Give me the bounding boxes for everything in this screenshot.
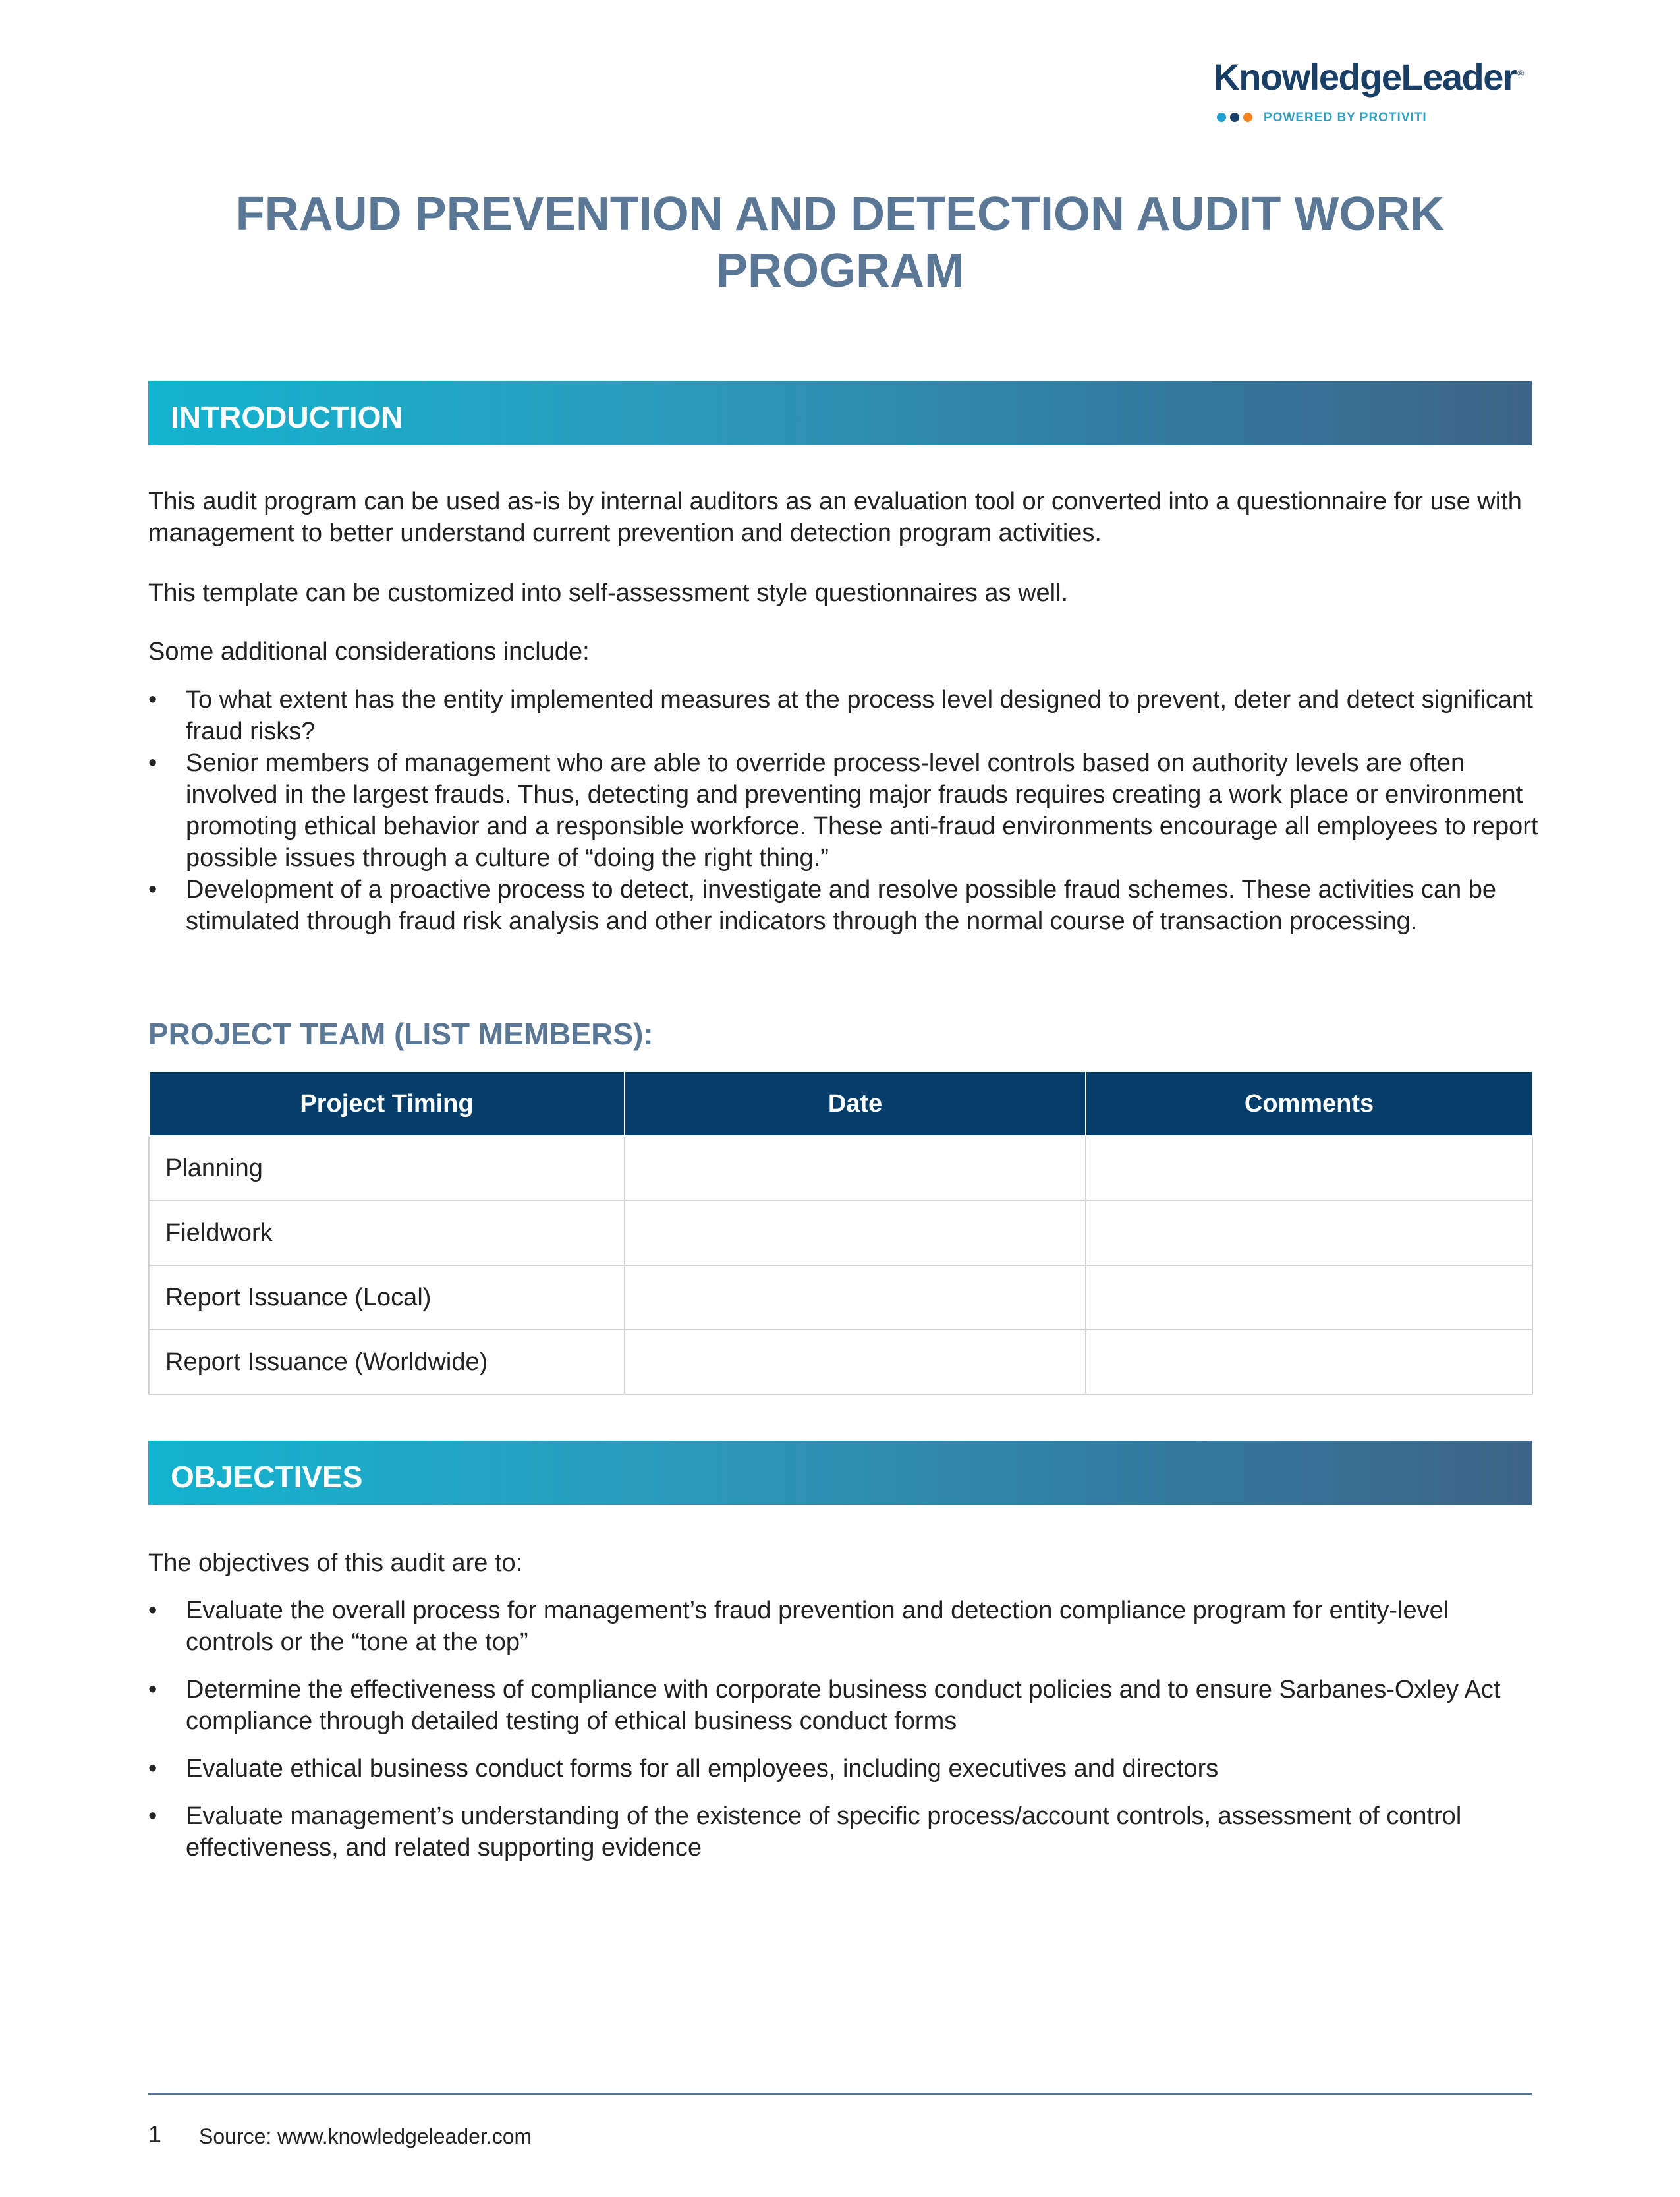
bullet-icon: • [148,1755,157,1783]
logo-dot-navy [1230,113,1239,122]
introduction-section-bar [148,381,1532,445]
objectives-heading: OBJECTIVES [171,1460,363,1494]
timing-cell: Fieldwork [149,1201,625,1265]
knowledgeleader-logo [1212,51,1528,130]
logo-dot-blue [1217,113,1226,122]
table-row [149,1136,1532,1201]
bullet-icon: • [148,1802,157,1830]
introduction-paragraph-1: This audit program can be used as-is by internal auditors as an evaluation tool or converted into a questionnaire for use with management to better understand current prevention and detection program activities. [148,488,1522,547]
timing-cell: Report Issuance (Worldwide) [149,1330,625,1394]
introduction-paragraph-3: Some additional considerations include: [148,638,590,666]
comments-cell[interactable] [1086,1201,1532,1265]
project-team-heading: PROJECT TEAM (LIST MEMBERS): [148,1017,654,1051]
logo-registered-mark: ® [1517,68,1523,79]
date-cell[interactable] [625,1136,1086,1201]
introduction-paragraph-2: This template can be customized into self-assessment style questionnaires as well. [148,579,1069,607]
logo-tagline: POWERED BY PROTIVITI [1264,111,1427,125]
objectives-section-bar [148,1441,1532,1505]
footer-source: Source: www.knowledgeleader.com [199,2125,532,2148]
bullet-icon: • [148,749,157,777]
list-item: • Development of a proactive process to detect, investigate and resolve possible fraud schemes. These activities can be stimulated through fraud risk analysis and other indicators through the normal course of transaction processing. [148,874,1538,937]
footer-divider [148,2093,1532,2095]
introduction-heading: INTRODUCTION [171,400,403,434]
logo-wordmark: KnowledgeLeader [1213,56,1517,98]
bullet-icon: • [148,686,157,714]
introduction-bullet-list [148,684,1538,937]
timing-cell: Report Issuance (Local) [149,1265,625,1330]
project-team-table [148,1071,1533,1395]
comments-cell[interactable] [1086,1265,1532,1330]
column-header-comments: Comments [1086,1071,1532,1136]
list-item: • Determine the effectiveness of compliance with corporate business conduct policies and to ensure Sarbanes-Oxley Act compliance through detailed testing of ethical business conduct forms [148,1674,1538,1737]
column-header-project-timing: Project Timing [149,1071,625,1136]
logo-dot-orange [1243,113,1252,122]
list-item: • Evaluate ethical business conduct forms for all employees, including executives and directors [148,1753,1538,1784]
date-cell[interactable] [625,1330,1086,1394]
bullet-icon: • [148,1676,157,1703]
comments-cell[interactable] [1086,1330,1532,1394]
timing-cell: Planning [149,1136,625,1201]
list-item: • Evaluate the overall process for management’s fraud prevention and detection compliance program for entity-level controls or the “tone at the top” [148,1595,1538,1658]
table-row [149,1201,1532,1265]
list-item: • Evaluate management’s understanding of the existence of specific process/account controls, assessment of control effectiveness, and related supporting evidence [148,1800,1538,1864]
date-cell[interactable] [625,1265,1086,1330]
objectives-intro: The objectives of this audit are to: [148,1549,523,1577]
document-title: FRAUD PREVENTION AND DETECTION AUDIT WORK PROGRAM [235,188,1445,297]
table-row [149,1330,1532,1394]
date-cell[interactable] [625,1201,1086,1265]
table-header-row [149,1071,1532,1136]
logo-dots-icon [1216,112,1256,123]
bullet-icon: • [148,1597,157,1624]
comments-cell[interactable] [1086,1136,1532,1201]
objectives-bullet-list [148,1595,1538,1879]
column-header-date: Date [625,1071,1086,1136]
list-item: • To what extent has the entity implemented measures at the process level designed to prevent, deter and detect significant fraud risks? [148,684,1538,747]
bullet-icon: • [148,876,157,903]
list-item: • Senior members of management who are able to override process-level controls based on authority levels are often involved in the largest frauds. Thus, detecting and preventing major frauds requires creating a work place or environment promoting ethical behavior and a responsible workforce. These anti-fraud environments encourage all employees to report possible issues through a culture of “doing the right thing.” [148,747,1538,874]
table-row [149,1265,1532,1330]
page-number: 1 [148,2121,162,2148]
